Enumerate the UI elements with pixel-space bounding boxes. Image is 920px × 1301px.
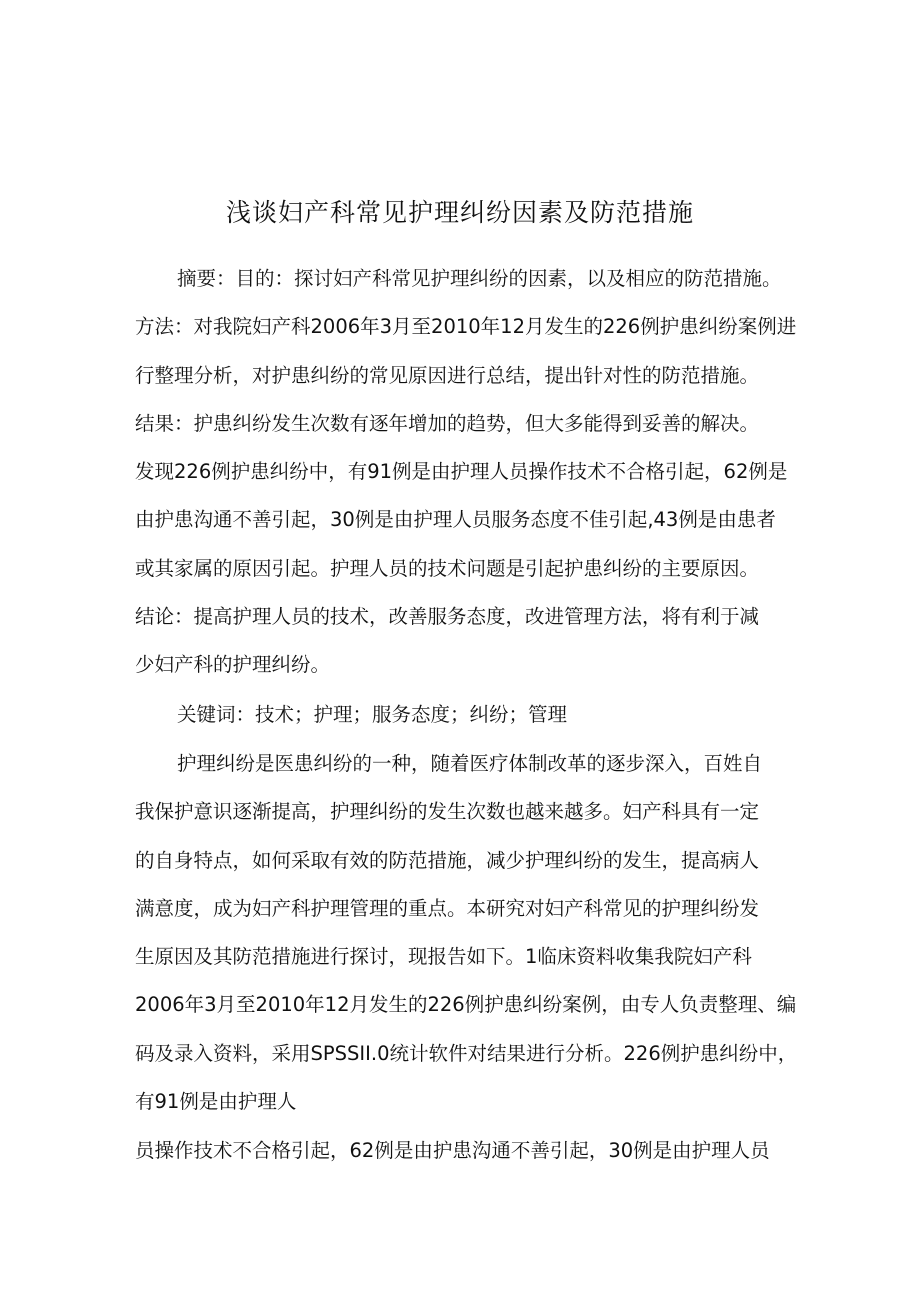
continuation-paragraph — [135, 1127, 795, 1175]
body-line: 满意度，成为妇产科护理管理的重点。本研究对妇产科常见的护理纠纷发 — [135, 896, 760, 920]
abstract-line: 或其家属的原因引起。护理人员的技术问题是引起护患纠纷的主要原因。 — [135, 556, 760, 580]
body-line: 生原因及其防范措施进行探讨，现报告如下。1临床资料收集我院妇产科 — [135, 945, 752, 969]
keywords-line: 关键词：技术；护理；服务态度；纠纷；管理 — [177, 703, 568, 726]
abstract-line: 少妇产科的护理纠纷。 — [135, 653, 331, 677]
abstract-line: 摘要：目的：探讨妇产科常见护理纠纷的因素，以及相应的防范措施。 — [177, 267, 782, 290]
body-paragraph — [135, 740, 798, 1126]
body-line: 我保护意识逐渐提高，护理纠纷的发生次数也越来越多。妇产科具有一定 — [135, 800, 760, 824]
body-line: 2006年3月至2010年12月发生的226例护患纠纷案例，由专人负责整理、编 — [135, 993, 797, 1017]
abstract-line: 方法：对我院妇产科2006年3月至2010年12月发生的226例护患纠纷案例进 — [135, 315, 797, 339]
abstract-line: 由护患沟通不善引起，30例是由护理人员服务态度不佳引起,43例是由患者 — [135, 508, 776, 532]
abstract-line: 结果：护患纠纷发生次数有逐年增加的趋势，但大多能得到妥善的解决。 — [135, 411, 760, 435]
body-line: 码及录入资料，采用SPSSII.0统计软件对结果进行分析。226例护患纠纷中， — [135, 1041, 798, 1065]
abstract-line: 行整理分析，对护患纠纷的常见原因进行总结，提出针对性的防范措施。 — [135, 363, 760, 387]
continuation-line: 员操作技术不合格引起，62例是由护患沟通不善引起，30例是由护理人员 — [135, 1139, 770, 1162]
keywords-paragraph — [135, 691, 795, 739]
body-line: 护理纠纷是医患纠纷的一种，随着医疗体制改革的逐步深入，百姓自 — [177, 752, 763, 775]
body-line: 有91例是由护理人 — [135, 1090, 297, 1114]
body-line: 的自身特点，如何采取有效的防范措施，减少护理纠纷的发生，提高病人 — [135, 848, 760, 872]
document-title: 浅谈妇产科常见护理纠纷因素及防范措施 — [225, 198, 694, 227]
abstract-line: 结论：提高护理人员的技术，改善服务态度，改进管理方法，将有利于减 — [135, 605, 760, 629]
abstract-paragraph — [135, 255, 795, 690]
abstract-line: 发现226例护患纠纷中，有91例是由护理人员操作技术不合格引起，62例是 — [135, 460, 788, 484]
